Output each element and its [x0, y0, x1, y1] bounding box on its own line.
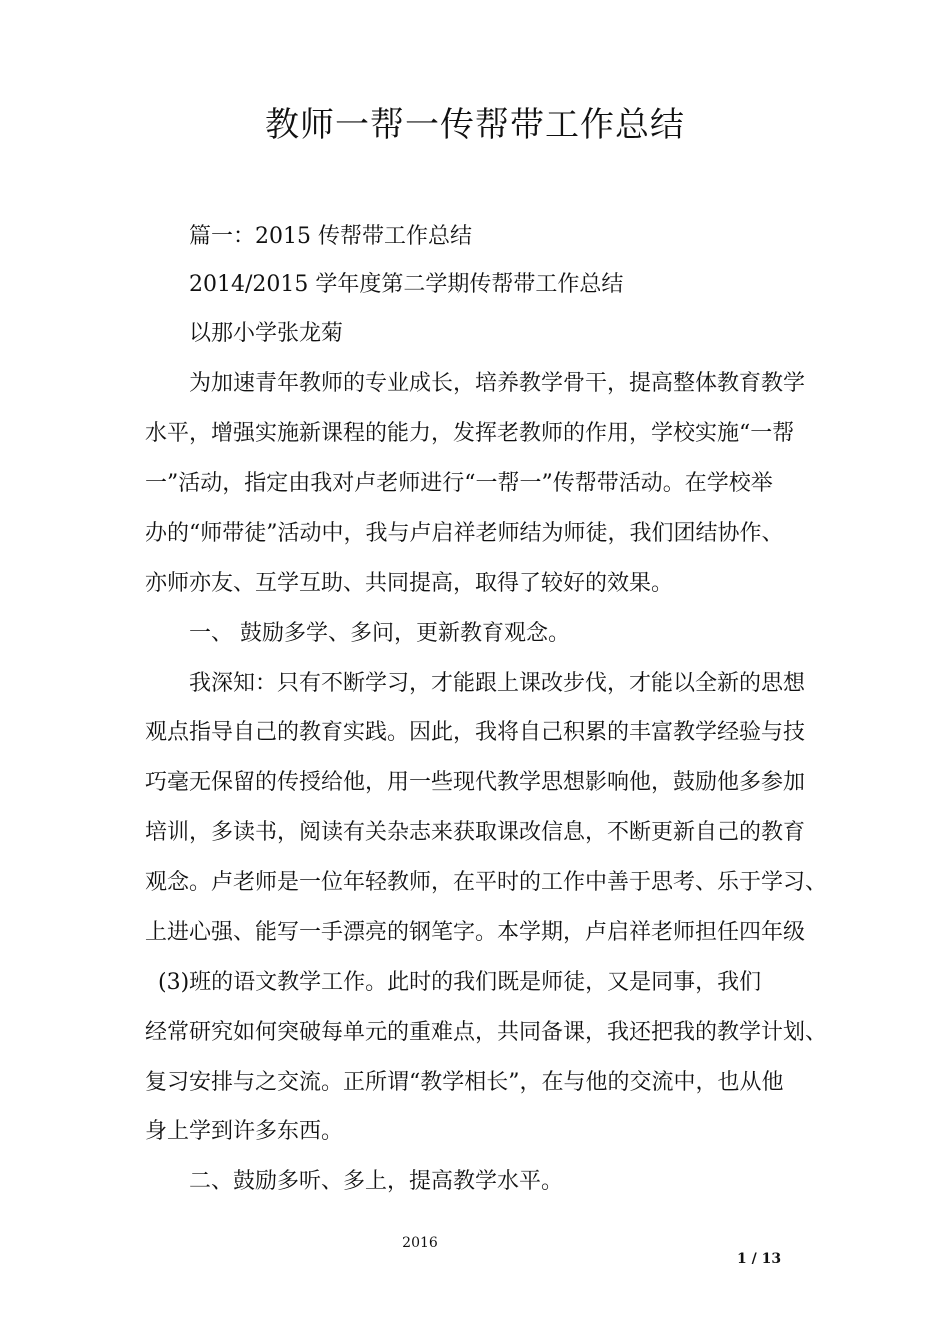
text-line: 为加速青年教师的专业成长，培养教学骨干，提高整体教育教学: [189, 371, 806, 396]
page-number: 1 / 13: [737, 1251, 782, 1267]
text-line: 培训，多读书，阅读有关杂志来获取课改信息，不断更新自己的教育: [145, 820, 806, 845]
document-title: 教师一帮一传帮带工作总结: [265, 105, 685, 145]
section-heading: 二、鼓励多听、多上，提高教学水平。: [189, 1169, 564, 1194]
text-line: 办的“师带徒”活动中，我与卢启祥老师结为师徒，我们团结协作、: [145, 521, 784, 546]
text-line: (3)班的语文教学工作。此时的我们既是师徒，又是同事，我们: [158, 970, 762, 995]
text-line: 上进心强、能写一手漂亮的钢笔字。本学期，卢启祥老师担任四年级: [145, 920, 806, 945]
text-line: 我深知：只有不断学习，才能跟上课改步伐，才能以全新的思想: [189, 671, 806, 696]
text-line: 一”活动，指定由我对卢老师进行“一帮一”传帮带活动。在学校举: [145, 471, 773, 496]
text-line: 亦师亦友、互学互助、共同提高，取得了较好的效果。: [145, 571, 674, 596]
text-line: 观念。卢老师是一位年轻教师，在平时的工作中善于思考、乐于学习、: [145, 870, 828, 895]
text-line: 复习安排与之交流。正所谓“教学相长”，在与他的交流中，也从他: [145, 1070, 784, 1095]
text-line: 以那小学张龙菊: [189, 321, 344, 346]
footer-year: 2016: [402, 1235, 438, 1251]
text-line: 篇一：2015 传帮带工作总结: [189, 224, 472, 249]
section-heading: 一、 鼓励多学、多问，更新教育观念。: [189, 621, 570, 646]
text-line: 水平，增强实施新课程的能力，发挥老教师的作用，学校实施“一帮: [145, 421, 795, 446]
text-line: 身上学到许多东西。: [145, 1119, 344, 1144]
text-line: 经常研究如何突破每单元的重难点，共同备课，我还把我的教学计划、: [145, 1020, 828, 1045]
text-line: 2014/2015 学年度第二学期传帮带工作总结: [189, 272, 624, 297]
text-line: 巧毫无保留的传授给他，用一些现代教学思想影响他，鼓励他多参加: [145, 770, 806, 795]
text-line: 观点指导自己的教育实践。因此，我将自己积累的丰富教学经验与技: [145, 720, 806, 745]
